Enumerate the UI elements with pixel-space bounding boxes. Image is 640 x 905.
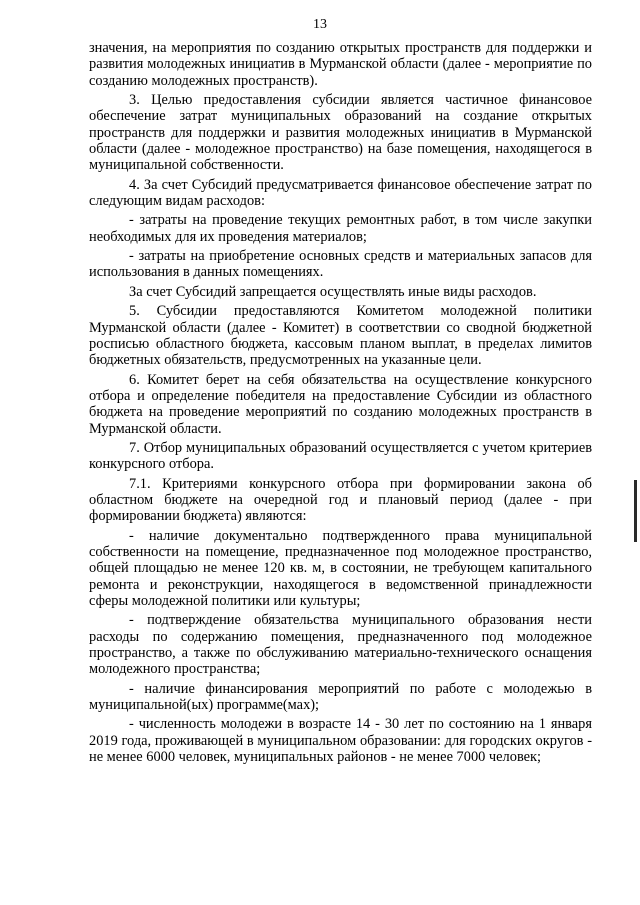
paragraph-5-provision: 5. Субсидии предоставляются Комитетом молодежной политики Мурманской области (далее - Комитет) в соответствии со сводной бюджетной росписью областного бюджета, кассовым планом выплат, в пределах лимитов бюджетных обязательств, предусмотренных на указанные цели.: [89, 303, 592, 369]
paragraph-4-prohibition: За счет Субсидий запрещается осуществлять иные виды расходов.: [129, 283, 537, 300]
paragraph-continuation: значения, на мероприятия по созданию открытых пространств для поддержки и развития молодежных инициатив в Мурманской области (далее - мероприятие по созданию молодежных пространств).: [89, 40, 592, 89]
paragraph-7-selection: 7. Отбор муниципальных образований осуществляется с учетом критериев конкурсного отбора.: [89, 439, 592, 473]
paragraph-3-purpose: 3. Целью предоставления субсидии является частичное финансовое обеспечение затрат муниципальных образований на создание открытых пространств для поддержки и развития молодежных инициатив в Мурманской области (далее - молодежное пространство) на базе помещения, находящегося в муниципальной собственности.: [89, 92, 592, 174]
criterion-maintenance: - подтверждение обязательства муниципального образования нести расходы по содержанию помещения, предназначенного под молодежное пространство, а также по обслуживанию материально-технического оснащения молодежного пространства;: [89, 612, 592, 678]
paragraph-6-committee: 6. Комитет берет на себя обязательства на осуществление конкурсного отбора и определение победителя на предоставление Субсидии из областного бюджета на проведение мероприятий по созданию молодежных пространств в Мурманской области.: [89, 371, 592, 437]
scan-margin-mark: [634, 480, 637, 542]
document-body: [89, 40, 592, 768]
page-number: 13: [313, 17, 327, 32]
criterion-youth-population: - численность молодежи в возрасте 14 - 30 лет по состоянию на 1 января 2019 года, проживающей в муниципальном образовании: для городских округов - не менее 6000 человек, муниципальных районов - не менее 7000 человек;: [89, 716, 592, 766]
expense-item-repairs: - затраты на проведение текущих ремонтных работ, в том числе закупки необходимых для их проведения материалов;: [89, 212, 592, 245]
expense-item-assets: - затраты на приобретение основных средств и материальных запасов для использования в данных помещениях.: [89, 248, 592, 281]
paragraph-7-1-criteria: 7.1. Критериями конкурсного отбора при формировании закона об областном бюджете на очередной год и плановый период (далее - при формировании бюджета) являются:: [89, 475, 592, 525]
criterion-financing: - наличие финансирования мероприятий по работе с молодежью в муниципальной(ых) программе(мах);: [89, 680, 592, 714]
paragraph-4-expenses: 4. За счет Субсидий предусматривается финансовое обеспечение затрат по следующим видам расходов:: [89, 176, 592, 210]
criterion-ownership: - наличие документально подтвержденного права муниципальной собственности на помещение, предназначенное под молодежное пространство, общей площадью не менее 120 кв. м, в состоянии, не требующем капитального ремонта и реконструкции, находящегося в ведомственной принадлежности сферы молодежной политики или культуры;: [89, 527, 592, 609]
